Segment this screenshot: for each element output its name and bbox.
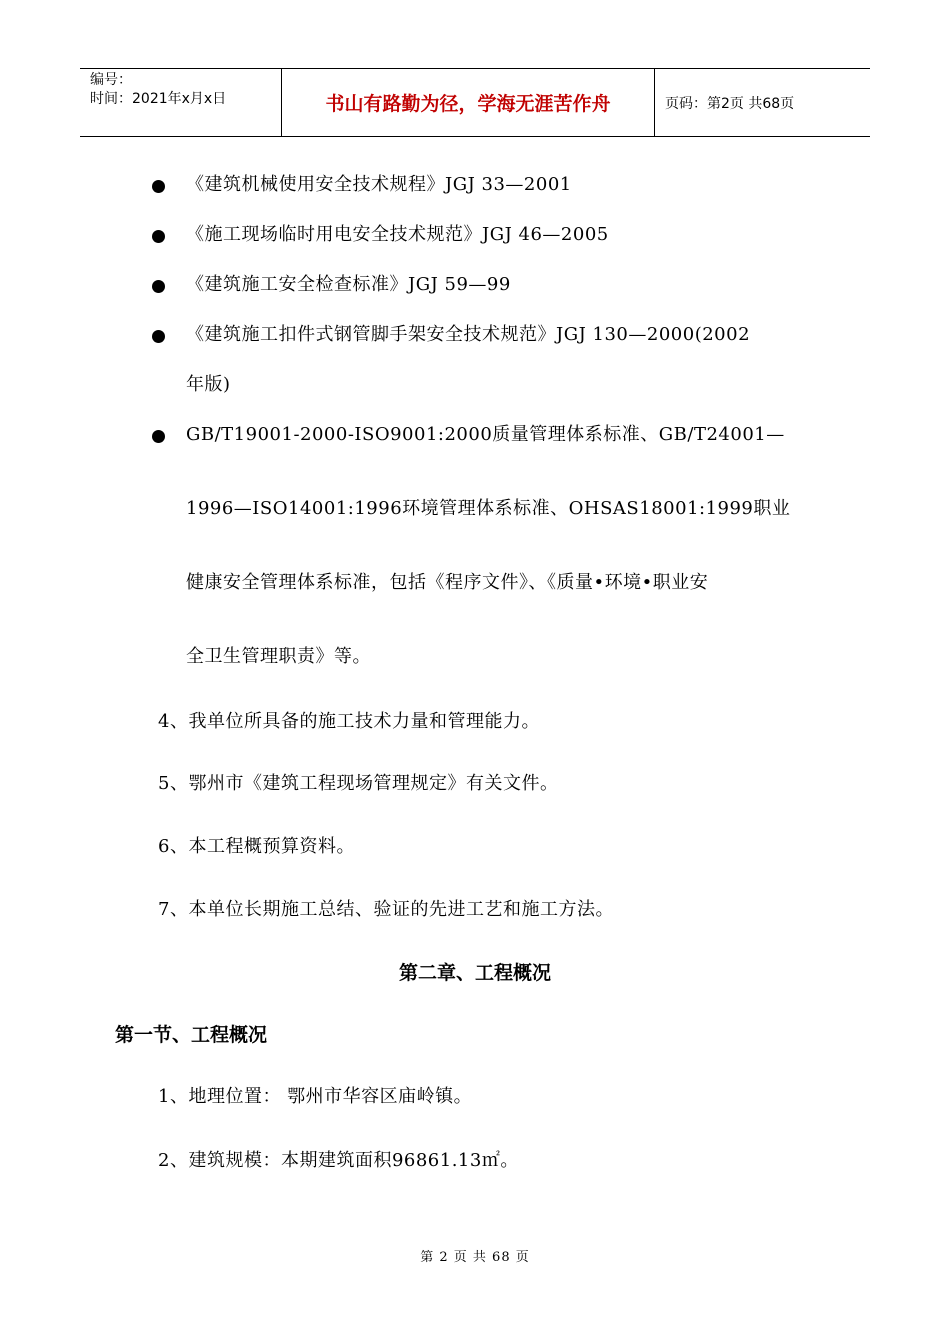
header-motto: 书山有路勤为径，学海无涯苦作舟 [281,69,655,136]
bullet-text: 全卫生管理职责》等。 [186,646,371,667]
bullet-text: 年版) [186,374,231,395]
page-footer: 第 2 页 共 68 页 [420,1250,530,1265]
section-title: 第一节、工程概况 [115,1024,268,1046]
bullet-text: 《建筑施工扣件式钢管脚手架安全技术规范》JGJ 130—2000(2002 [186,324,751,345]
section-item: 1、地理位置： 鄂州市华容区庙岭镇。 [158,1086,473,1107]
bullet-dot-icon [152,280,165,293]
header-page-info: 页码：第2页 共68页 [665,95,795,112]
reference-item: 7、本单位长期施工总结、验证的先进工艺和施工方法。 [158,899,614,920]
reference-item: 4、我单位所具备的施工技术力量和管理能力。 [158,711,540,732]
bullet-text: 健康安全管理体系标准，包括《程序文件》、《质量•环境•职业安 [186,572,709,593]
bullet-text: GB/T19001-2000-ISO9001:2000质量管理体系标准、GB/T24001— [186,424,785,445]
bullet-dot-icon [152,180,165,193]
reference-item: 5、鄂州市《建筑工程现场管理规定》有关文件。 [158,773,559,794]
bullet-text: 1996—ISO14001:1996环境管理体系标准、OHSAS18001:1999职业 [186,498,791,519]
page-header [80,68,870,137]
bullet-dot-icon [152,330,165,343]
bullet-text: 《建筑机械使用安全技术规程》JGJ 33—2001 [186,174,572,195]
bullet-dot-icon [152,430,165,443]
chapter-title: 第二章、工程概况 [398,962,551,984]
time-label: 时间：2021年x月x日 [90,91,227,107]
header-meta [80,69,281,136]
bullet-text: 《施工现场临时用电安全技术规范》JGJ 46—2005 [186,224,609,245]
bullet-text: 《建筑施工安全检查标准》JGJ 59—99 [186,274,511,295]
bullet-dot-icon [152,230,165,243]
reference-item: 6、本工程概预算资料。 [158,836,355,857]
section-item: 2、建筑规模：本期建筑面积96861.13㎡。 [158,1150,519,1171]
number-label: 编号： [90,72,132,88]
